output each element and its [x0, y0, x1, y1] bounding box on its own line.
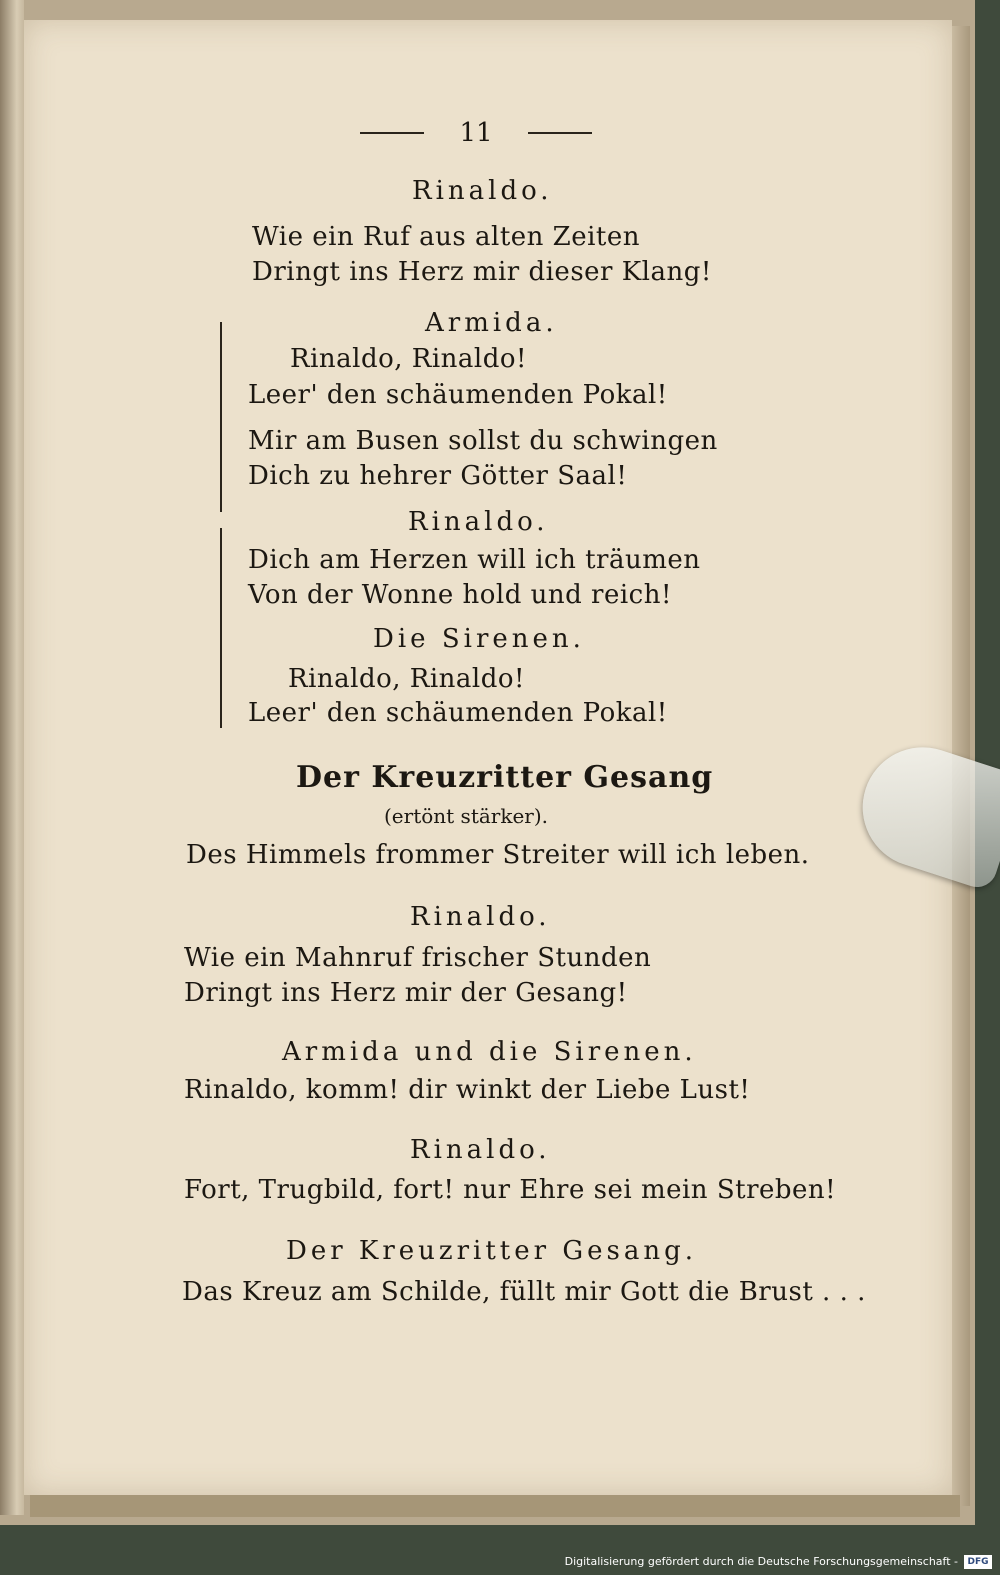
page-number: 11	[459, 118, 493, 148]
verse-line: Fort, Trugbild, fort! nur Ehre sei mein Streben!	[184, 1175, 837, 1205]
verse-line: Dringt ins Herz mir dieser Klang!	[252, 257, 712, 287]
verse-line: Dringt ins Herz mir der Gesang!	[184, 978, 628, 1008]
verse-line: Rinaldo, Rinaldo!	[290, 344, 527, 374]
verse-line: Des Himmels frommer Streiter will ich leben.	[186, 840, 810, 870]
page-bottom-edge	[30, 1495, 960, 1517]
speaker-armida-sirenen: Armida und die Sirenen.	[282, 1037, 697, 1067]
speaker-rinaldo: Rinaldo.	[410, 902, 551, 932]
speaker-kreuzritter: Der Kreuzritter Gesang.	[286, 1236, 697, 1266]
speaker-sirenen: Die Sirenen.	[373, 624, 585, 654]
header-dash-right	[528, 132, 592, 134]
verse-line: Leer' den schäumenden Pokal!	[248, 698, 668, 728]
speaker-rinaldo: Rinaldo.	[412, 176, 553, 206]
page-header	[360, 118, 592, 148]
verse-line: Rinaldo, Rinaldo!	[288, 664, 525, 694]
speaker-armida: Armida.	[425, 308, 558, 338]
verse-line: Rinaldo, komm! dir winkt der Liebe Lust!	[184, 1075, 751, 1105]
stage-direction: (ertönt stärker).	[384, 804, 549, 828]
verse-line: Das Kreuz am Schilde, füllt mir Gott die Brust . . .	[182, 1277, 866, 1307]
book-spine	[0, 0, 24, 1515]
verse-line: Wie ein Mahnruf frischer Stunden	[184, 943, 652, 973]
verse-line: Wie ein Ruf aus alten Zeiten	[252, 222, 641, 252]
left-brace	[220, 528, 236, 728]
verse-line: Leer' den schäumenden Pokal!	[248, 380, 668, 410]
speaker-rinaldo: Rinaldo.	[408, 507, 549, 537]
verse-line: Mir am Busen sollst du schwingen	[248, 426, 718, 456]
speaker-rinaldo: Rinaldo.	[410, 1135, 551, 1165]
header-dash-left	[360, 132, 424, 134]
speaker-kreuzritter: Der Kreuzritter Gesang	[296, 760, 714, 795]
verse-line: Von der Wonne hold und reich!	[248, 580, 672, 610]
footer-credit: Digitalisierung gefördert durch die Deutsche Forschungsgemeinschaft -	[564, 1555, 958, 1568]
dfg-logo: DFG	[964, 1555, 992, 1569]
verse-line: Dich am Herzen will ich träumen	[248, 545, 701, 575]
verse-line: Dich zu hehrer Götter Saal!	[248, 461, 628, 491]
left-brace	[220, 322, 236, 512]
